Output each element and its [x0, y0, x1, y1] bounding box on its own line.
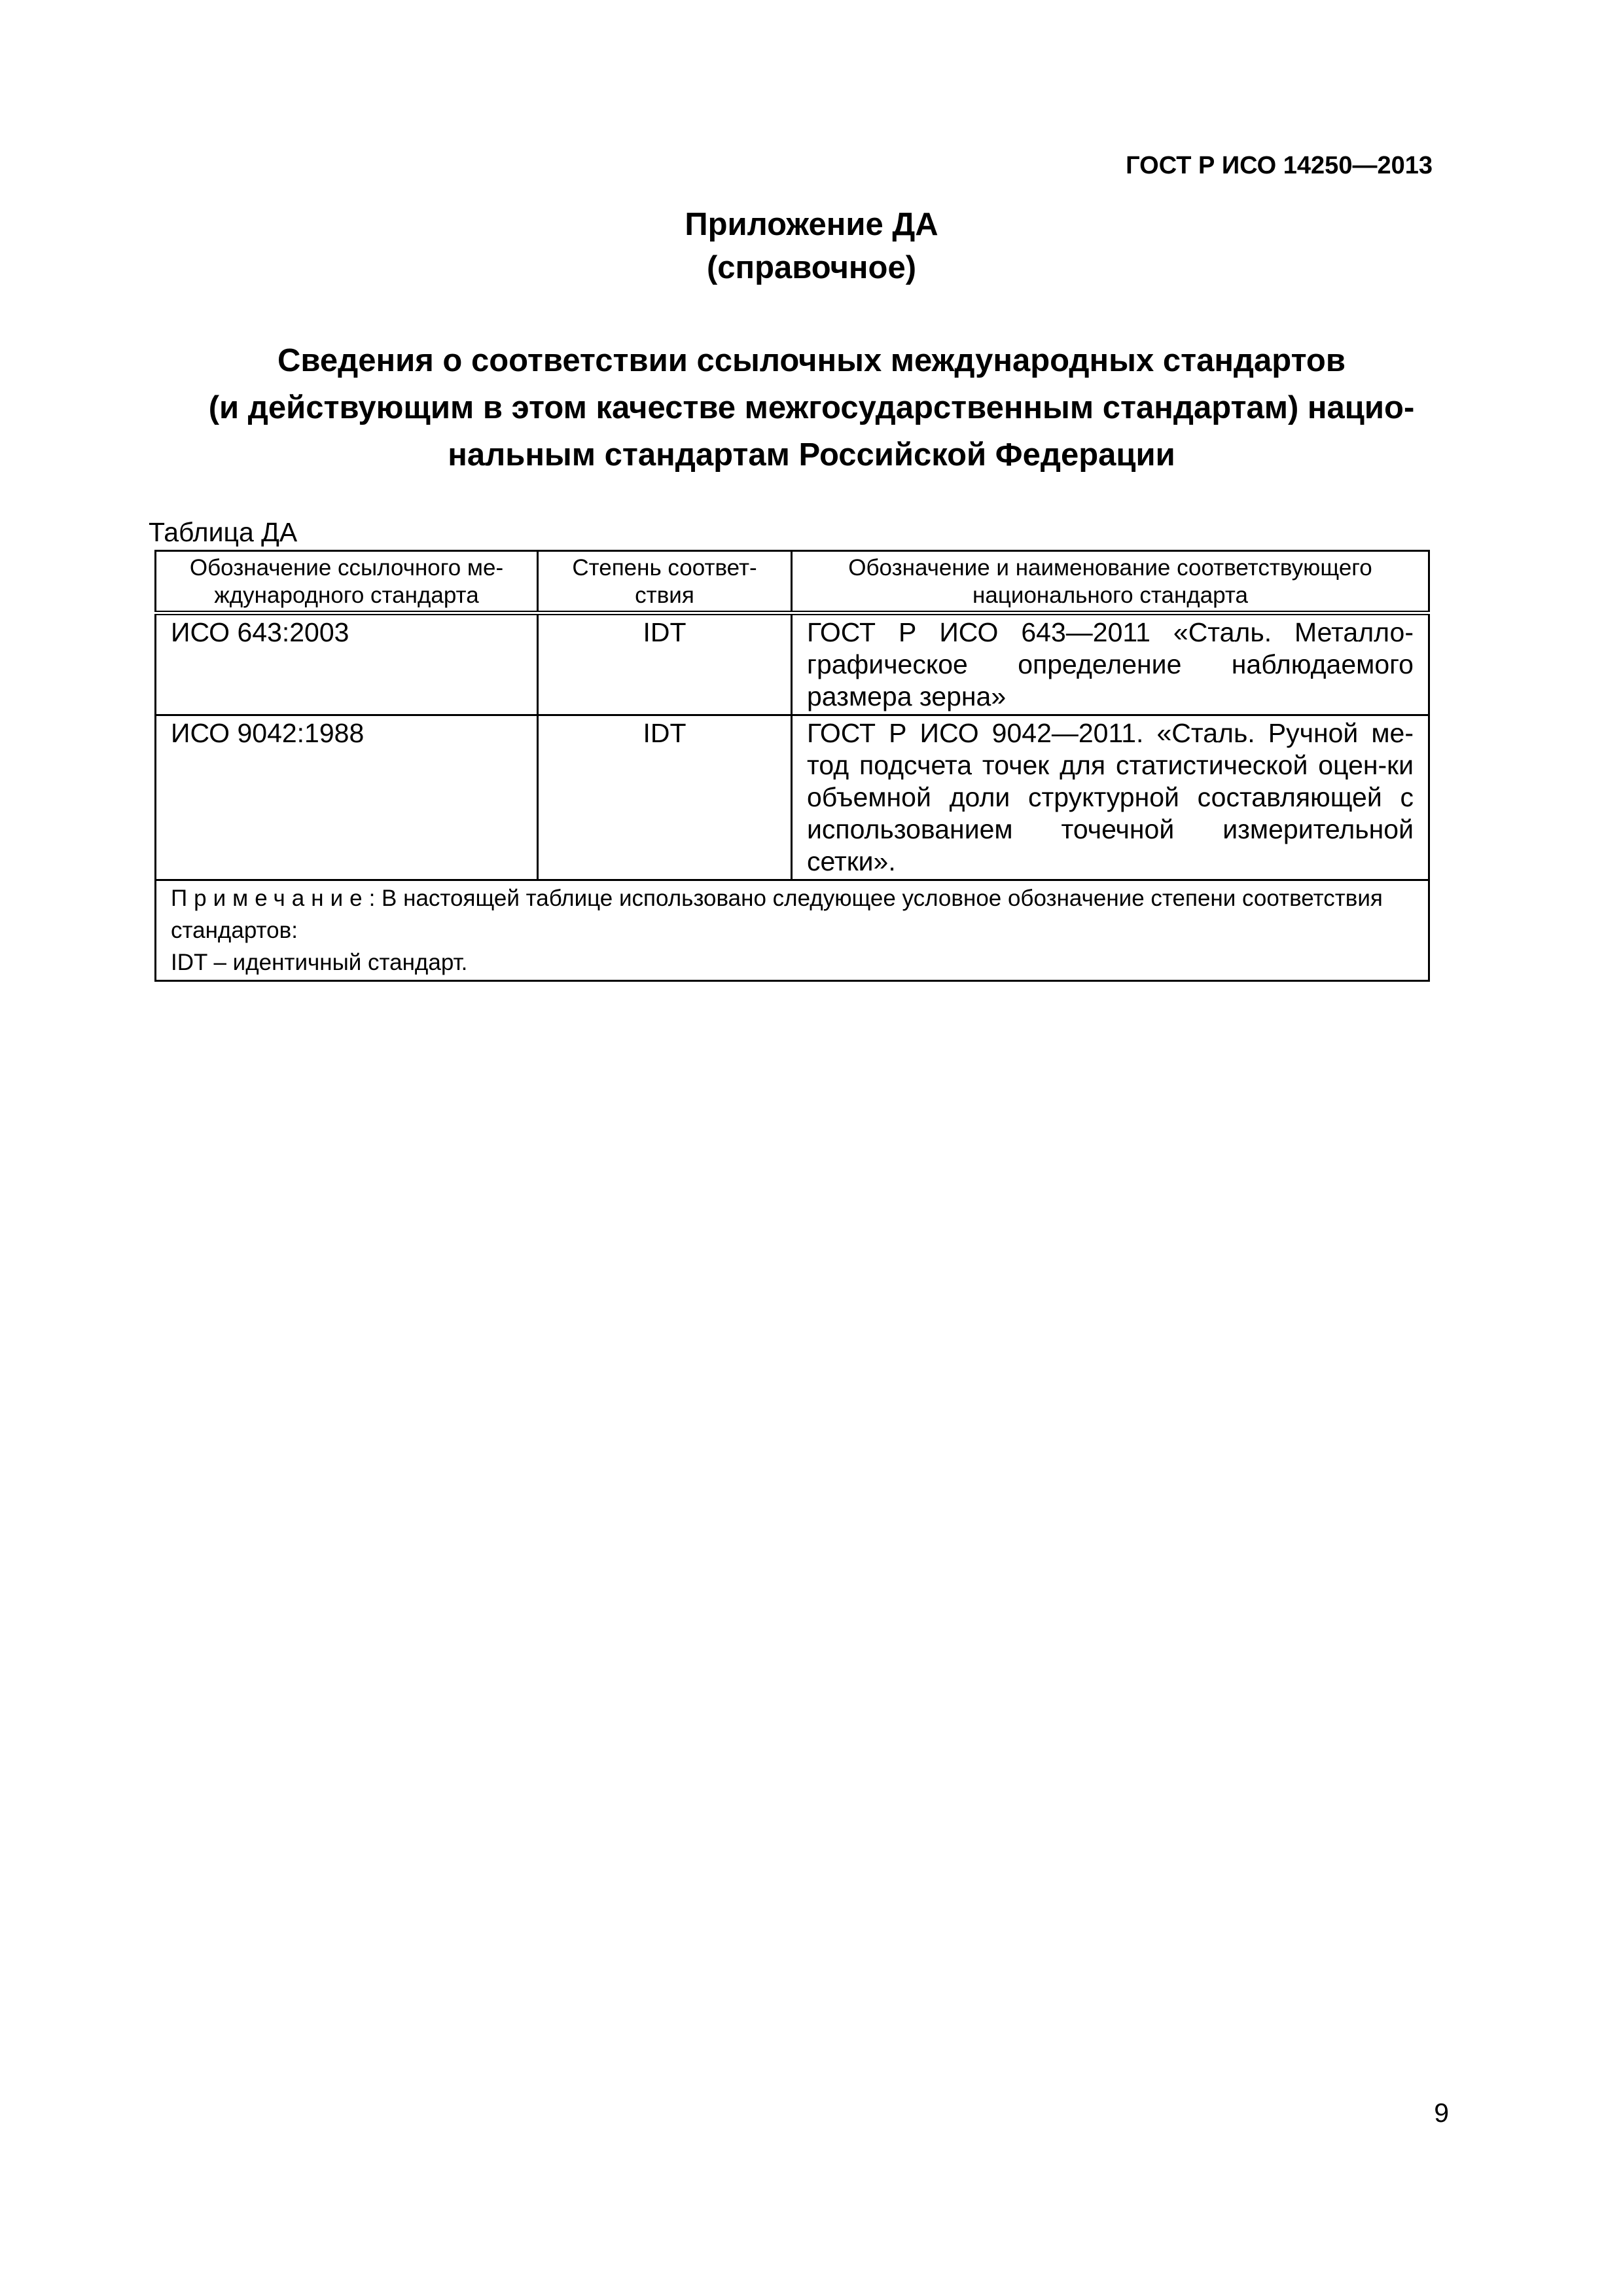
note-label: Примечание — [171, 886, 369, 911]
table-row — [156, 613, 1429, 715]
title-line: (и действующим в этом качестве межгосударственным стандартам) нацио- — [208, 390, 1415, 425]
appendix-subtitle: (справочное) — [706, 250, 917, 285]
table-caption: Таблица ДА — [149, 517, 298, 547]
cell-intl-standard: ИСО 643:2003 — [156, 613, 538, 715]
title-line: нальным стандартам Российской Федерации — [448, 437, 1175, 473]
cell-intl-standard: ИСО 9042:1988 — [156, 715, 538, 880]
title-line: Сведения о соответствии ссылочных международных стандартов — [277, 343, 1346, 378]
page-number: 9 — [1434, 2098, 1449, 2128]
header-national-standard: Обозначение и наименование соответствующего национального стандарта — [792, 551, 1429, 613]
header-degree: Степень соответ-ствия — [538, 551, 792, 613]
table-note — [156, 880, 1429, 981]
section-title — [131, 337, 1492, 478]
table-header-row — [156, 551, 1429, 613]
note-definition: IDT – идентичный стандарт. — [171, 950, 468, 975]
appendix-heading — [0, 203, 1623, 289]
appendix-title: Приложение ДА — [685, 207, 938, 242]
document-code: ГОСТ Р ИСО 14250—2013 — [1126, 152, 1433, 179]
header-intl-standard: Обозначение ссылочного ме-ждународного стандарта — [156, 551, 538, 613]
cell-national-standard: ГОСТ Р ИСО 643—2011 «Сталь. Металло-графическое определение наблюдаемого размера зерна» — [792, 613, 1429, 715]
correspondence-table — [154, 550, 1430, 982]
table-note-row — [156, 880, 1429, 981]
cell-degree: IDT — [538, 715, 792, 880]
cell-degree: IDT — [538, 613, 792, 715]
cell-national-standard: ГОСТ Р ИСО 9042—2011. «Сталь. Ручной ме-тод подсчета точек для статистической оцен-ки объемной доли структурной составляющей с использованием точечной измерительной сетки». — [792, 715, 1429, 880]
table-row — [156, 715, 1429, 880]
note-text: : В настоящей таблице использовано следующее условное обозначение степени соответствия стандартов: — [171, 886, 1383, 943]
note-text-block — [171, 882, 1414, 946]
